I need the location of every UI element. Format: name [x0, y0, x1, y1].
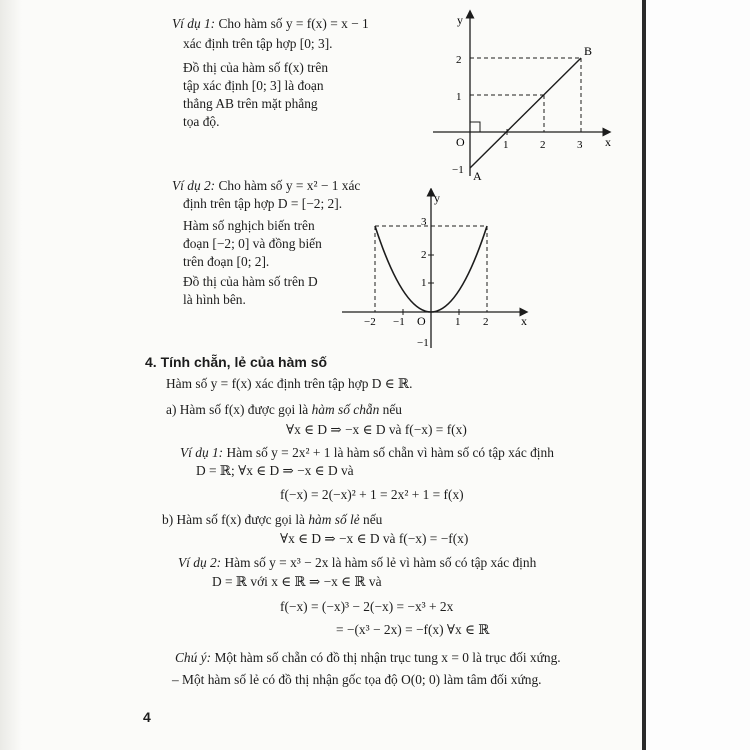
graph2-tick-label-ym1: −1 [417, 337, 429, 349]
section4-b-condition: ∀x ∈ D ⇒ −x ∈ D và f(−x) = −f(x) [280, 531, 469, 546]
section4-a-definition [166, 402, 402, 418]
graph2-tick-label-x2: 2 [483, 316, 489, 328]
page-number: 4 [143, 709, 151, 725]
section4-note-text: Một hàm số chẵn có đồ thị nhận trục tung x = 0 là trục đối xứng. [214, 650, 561, 665]
graph1-line-segment [425, 8, 615, 183]
graph2-x-label: x [521, 314, 527, 328]
graph1-x-label: x [605, 135, 611, 149]
example2-desc-3: trên đoạn [0; 2]. [183, 254, 270, 269]
section4-b-definition [162, 512, 382, 528]
example1-desc-3: thẳng AB trên mặt phẳng [183, 96, 318, 111]
example1-label: Ví dụ 1: [172, 16, 216, 31]
example2-desc-1: Hàm số nghịch biến trên [183, 218, 315, 233]
example1-desc-2: tập xác định [0; 3] là đoạn [183, 78, 324, 93]
section4-example1-line2: D = ℝ; ∀x ∈ D ⇒ −x ∈ D và [196, 463, 354, 478]
graph2-tick-label-x1: 1 [455, 316, 461, 328]
example1-line1 [172, 16, 369, 32]
graph2-parabola [340, 188, 540, 350]
section4-heading: 4. Tính chẵn, lẻ của hàm số [145, 354, 328, 370]
example1-line2: xác định trên tập hợp [0; 3]. [183, 36, 333, 51]
graph2-origin-label: O [417, 314, 426, 328]
graph2-tick-label-y2: 2 [421, 249, 427, 261]
graph1-segment-ab [470, 58, 581, 168]
section4-example2-line2: D = ℝ với x ∈ ℝ ⇒ −x ∈ ℝ và [212, 574, 382, 589]
section4-intro: Hàm số y = f(x) xác định trên tập hợp D ∈ ℝ. [166, 376, 413, 391]
section4-note-label: Chú ý: [175, 650, 212, 665]
graph2-tick-label-xm1: −1 [393, 316, 405, 328]
example2-desc-2: đoạn [−2; 0] và đồng biến [183, 236, 322, 251]
section4-b-term: hàm số lẻ [308, 512, 360, 527]
graph1-point-b-label: B [584, 44, 593, 58]
graph1-tick-label-y1: 1 [456, 91, 462, 103]
section4-example2-line1 [178, 555, 536, 571]
example1-desc-1: Đồ thị của hàm số f(x) trên [183, 60, 329, 75]
section4-note-line2: – Một hàm số lẻ có đồ thị nhận gốc tọa độ O(0; 0) làm tâm đối xứng. [172, 672, 542, 687]
graph1-tick-label-ym1: −1 [452, 164, 464, 176]
graph1-tick-label-y2: 2 [456, 54, 462, 66]
section4-a-condition: ∀x ∈ D ⇒ −x ∈ D và f(−x) = f(x) [286, 422, 467, 437]
graph1-origin-label: O [456, 135, 465, 149]
section4-a-prefix: a) Hàm số f(x) được gọi là [166, 402, 312, 417]
section4-example2-formula2: = −(x³ − 2x) = −f(x) ∀x ∈ ℝ [336, 622, 490, 637]
section4-a-suffix: nếu [379, 402, 402, 417]
example2-desc-4: Đồ thị của hàm số trên D [183, 274, 318, 289]
example2-line2: định trên tập hợp D = [−2; 2]. [183, 196, 343, 211]
section4-b-prefix: b) Hàm số f(x) được gọi là [162, 512, 309, 527]
graph1-tick-label-x1: 1 [503, 139, 509, 151]
graph2-y-label: y [434, 191, 440, 205]
example2-text: Cho hàm số y = x² − 1 xác [218, 178, 361, 193]
section4-example1-label: Ví dụ 1: [180, 445, 224, 460]
section4-example2-text: Hàm số y = x³ − 2x là hàm số lẻ vì hàm số có tập xác định [224, 555, 537, 570]
example2-desc-5: là hình bên. [183, 292, 246, 307]
graph1-tick-label-x3: 3 [577, 139, 583, 151]
section4-b-suffix: nếu [359, 512, 383, 527]
example1-desc-4: tọa độ. [183, 114, 220, 129]
graph1-tick-label-x2: 2 [540, 139, 546, 151]
graph1-y-label: y [457, 13, 463, 27]
example1-text: Cho hàm số y = f(x) = x − 1 [218, 16, 369, 31]
section4-a-term: hàm số chẵn [311, 402, 380, 417]
section4-example2-label: Ví dụ 2: [178, 555, 222, 570]
section4-example1-text: Hàm số y = 2x² + 1 là hàm số chẵn vì hàm số có tập xác định [226, 445, 554, 460]
section4-note-line1 [175, 650, 561, 666]
graph2-tick-label-y1: 1 [421, 277, 427, 289]
example2-label: Ví dụ 2: [172, 178, 216, 193]
example2-line1 [172, 178, 360, 194]
graph1-right-angle-mark [470, 122, 480, 132]
graph2-tick-label-xm2: −2 [364, 316, 376, 328]
graph2-tick-label-y3: 3 [421, 216, 427, 228]
section4-example1-formula: f(−x) = 2(−x)² + 1 = 2x² + 1 = f(x) [280, 487, 464, 502]
section4-example2-formula1: f(−x) = (−x)³ − 2(−x) = −x³ + 2x [280, 599, 454, 614]
graph1-point-a-label: A [473, 169, 482, 183]
section4-example1-line1 [180, 445, 554, 461]
